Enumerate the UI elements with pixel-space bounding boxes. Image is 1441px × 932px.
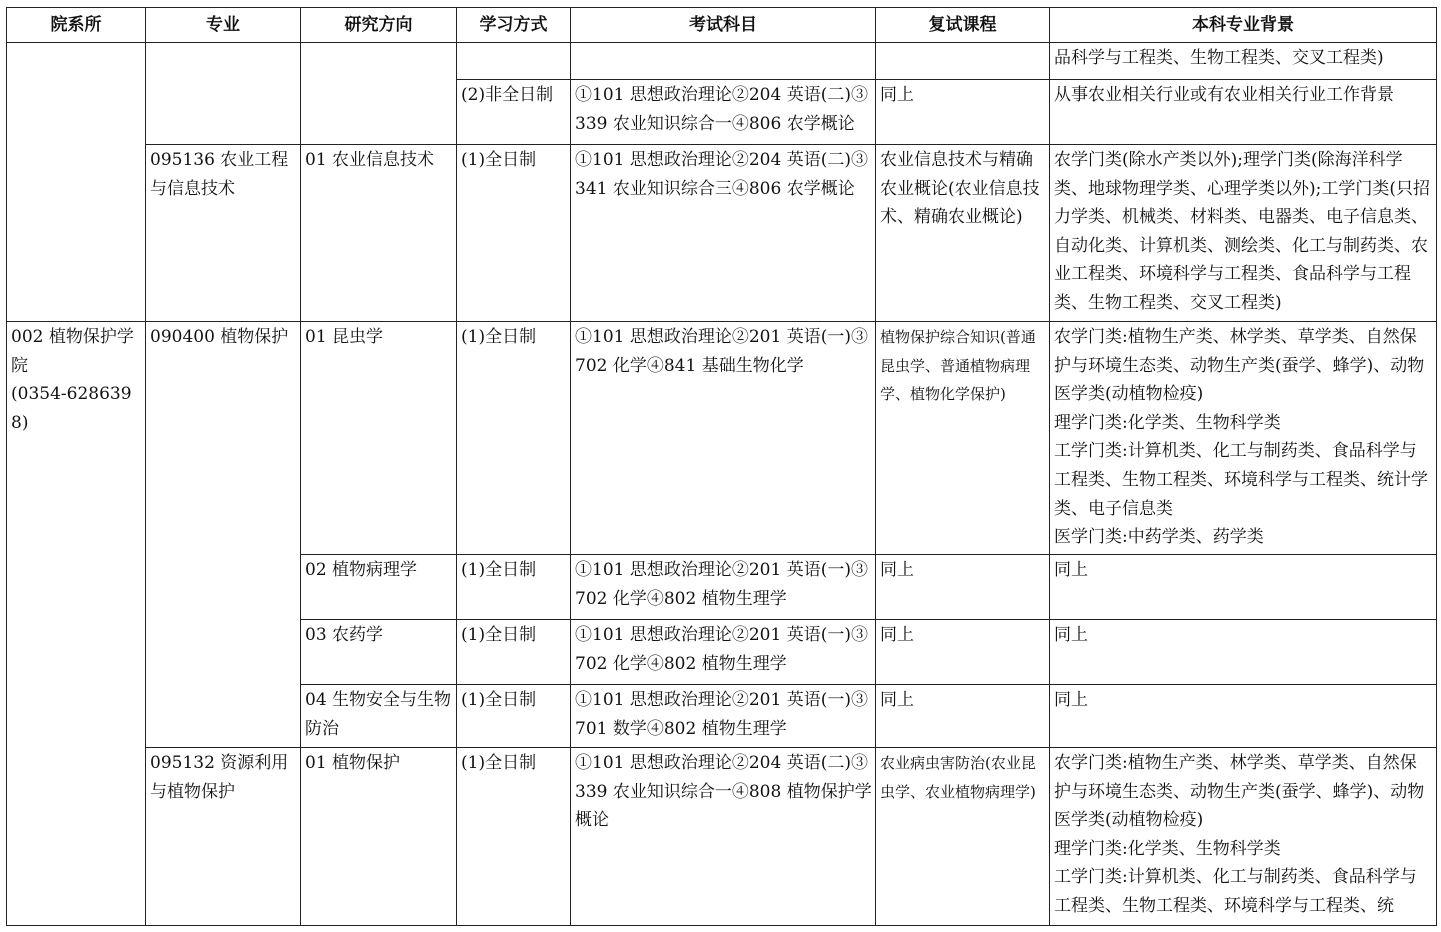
study-mode-cell: (1)全日制: [457, 145, 571, 322]
header-major: 专业: [146, 8, 301, 43]
table-row: [7, 322, 1437, 555]
study-mode-cell: (2)非全日制: [457, 80, 571, 145]
background-cell: 从事农业相关行业或有农业相关行业工作背景: [1050, 80, 1437, 145]
exam-cell: ①101 思想政治理论②204 英语(二)③339 农业知识综合一④808 植物保护学概论: [571, 748, 876, 926]
background-line: 理学门类:化学类、生物科学类: [1054, 838, 1281, 859]
table-row: [7, 43, 1437, 80]
background-cell: [1050, 322, 1437, 555]
exam-cell: ①101 思想政治理论②204 英语(二)③339 农业知识综合一④806 农学概论: [571, 80, 876, 145]
exam-cell: ①101 思想政治理论②201 英语(一)③702 化学④841 基础生物化学: [571, 322, 876, 555]
background-cell: 同上: [1050, 555, 1437, 620]
study-mode-cell: (1)全日制: [457, 685, 571, 748]
admissions-table: [6, 7, 1437, 926]
direction-cell: 01 植物保护: [301, 748, 457, 926]
retest-cell: 同上: [876, 80, 1050, 145]
background-line: 理学门类:化学类、生物科学类: [1054, 412, 1281, 433]
retest-cell: 同上: [876, 555, 1050, 620]
background-line: 农学门类:植物生产类、林学类、草学类、自然保护与环境生态类、动物生产类(蚕学、蜂学)、动物医学类(动植物检疫): [1054, 327, 1425, 405]
table-row: [7, 145, 1437, 322]
background-cell: 同上: [1050, 685, 1437, 748]
study-mode-cell: [457, 43, 571, 80]
exam-cell: ①101 思想政治理论②204 英语(二)③341 农业知识综合三④806 农学概论: [571, 145, 876, 322]
major-cell: 095132 资源利用与植物保护: [146, 748, 301, 926]
direction-cell: 02 植物病理学: [301, 555, 457, 620]
background-cell: [1050, 748, 1437, 926]
background-line: 工学门类:计算机类、化工与制药类、食品科学与工程类、生物工程类、环境科学与工程类、统: [1054, 867, 1417, 916]
background-line: 医学门类:中药学类、药学类: [1054, 527, 1264, 548]
exam-cell: ①101 思想政治理论②201 英语(一)③701 数学④802 植物生理学: [571, 685, 876, 748]
direction-cell: 01 农业信息技术: [301, 145, 457, 322]
retest-cell: [876, 43, 1050, 80]
background-line: 农学门类:植物生产类、林学类、草学类、自然保护与环境生态类、动物生产类(蚕学、蜂学)、动物医学类(动植物检疫): [1054, 753, 1425, 831]
background-cell: 农学门类(除水产类以外);理学门类(除海洋科学类、地球物理学类、心理学类以外);工学门类(只招力学类、机械类、材料类、电器类、电子信息类、自动化类、计算机类、测绘类、化工与制药类、农业工程类、环境科学与工程类、食品科学与工程类、生物工程类、交叉工程类): [1050, 145, 1437, 322]
major-cell: 090400 植物保护: [146, 322, 301, 748]
retest-cell: 植物保护综合知识(普通昆虫学、普通植物病理学、植物化学保护): [876, 322, 1050, 555]
direction-cell: [301, 43, 457, 145]
direction-cell: 04 生物安全与生物防治: [301, 685, 457, 748]
dept-cell: [7, 43, 146, 322]
retest-cell: 同上: [876, 685, 1050, 748]
study-mode-cell: (1)全日制: [457, 322, 571, 555]
study-mode-cell: (1)全日制: [457, 748, 571, 926]
study-mode-cell: (1)全日制: [457, 555, 571, 620]
header-retest-course: 复试课程: [876, 8, 1050, 43]
direction-cell: 01 昆虫学: [301, 322, 457, 555]
study-mode-cell: (1)全日制: [457, 620, 571, 685]
dept-phone: (0354-6286398): [11, 384, 132, 433]
table-row: [7, 748, 1437, 926]
exam-cell: [571, 43, 876, 80]
header-study-mode: 学习方式: [457, 8, 571, 43]
background-cell: 品科学与工程类、生物工程类、交叉工程类): [1050, 43, 1437, 80]
direction-cell: 03 农药学: [301, 620, 457, 685]
retest-cell: 农业信息技术与精确农业概论(农业信息技术、精确农业概论): [876, 145, 1050, 322]
dept-name: 002 植物保护学院: [11, 327, 134, 376]
retest-cell: 同上: [876, 620, 1050, 685]
retest-cell: 农业病虫害防治(农业昆虫学、农业植物病理学): [876, 748, 1050, 926]
background-cell: 同上: [1050, 620, 1437, 685]
header-exam-subjects: 考试科目: [571, 8, 876, 43]
dept-cell: [7, 322, 146, 926]
major-cell: [146, 43, 301, 145]
header-direction: 研究方向: [301, 8, 457, 43]
header-row: [7, 8, 1437, 43]
background-line: 工学门类:计算机类、化工与制药类、食品科学与工程类、生物工程类、环境科学与工程类、统计学类、电子信息类: [1054, 441, 1428, 519]
exam-cell: ①101 思想政治理论②201 英语(一)③702 化学④802 植物生理学: [571, 555, 876, 620]
major-cell: 095136 农业工程与信息技术: [146, 145, 301, 322]
exam-cell: ①101 思想政治理论②201 英语(一)③702 化学④802 植物生理学: [571, 620, 876, 685]
header-dept: 院系所: [7, 8, 146, 43]
header-undergrad-background: 本科专业背景: [1050, 8, 1437, 43]
